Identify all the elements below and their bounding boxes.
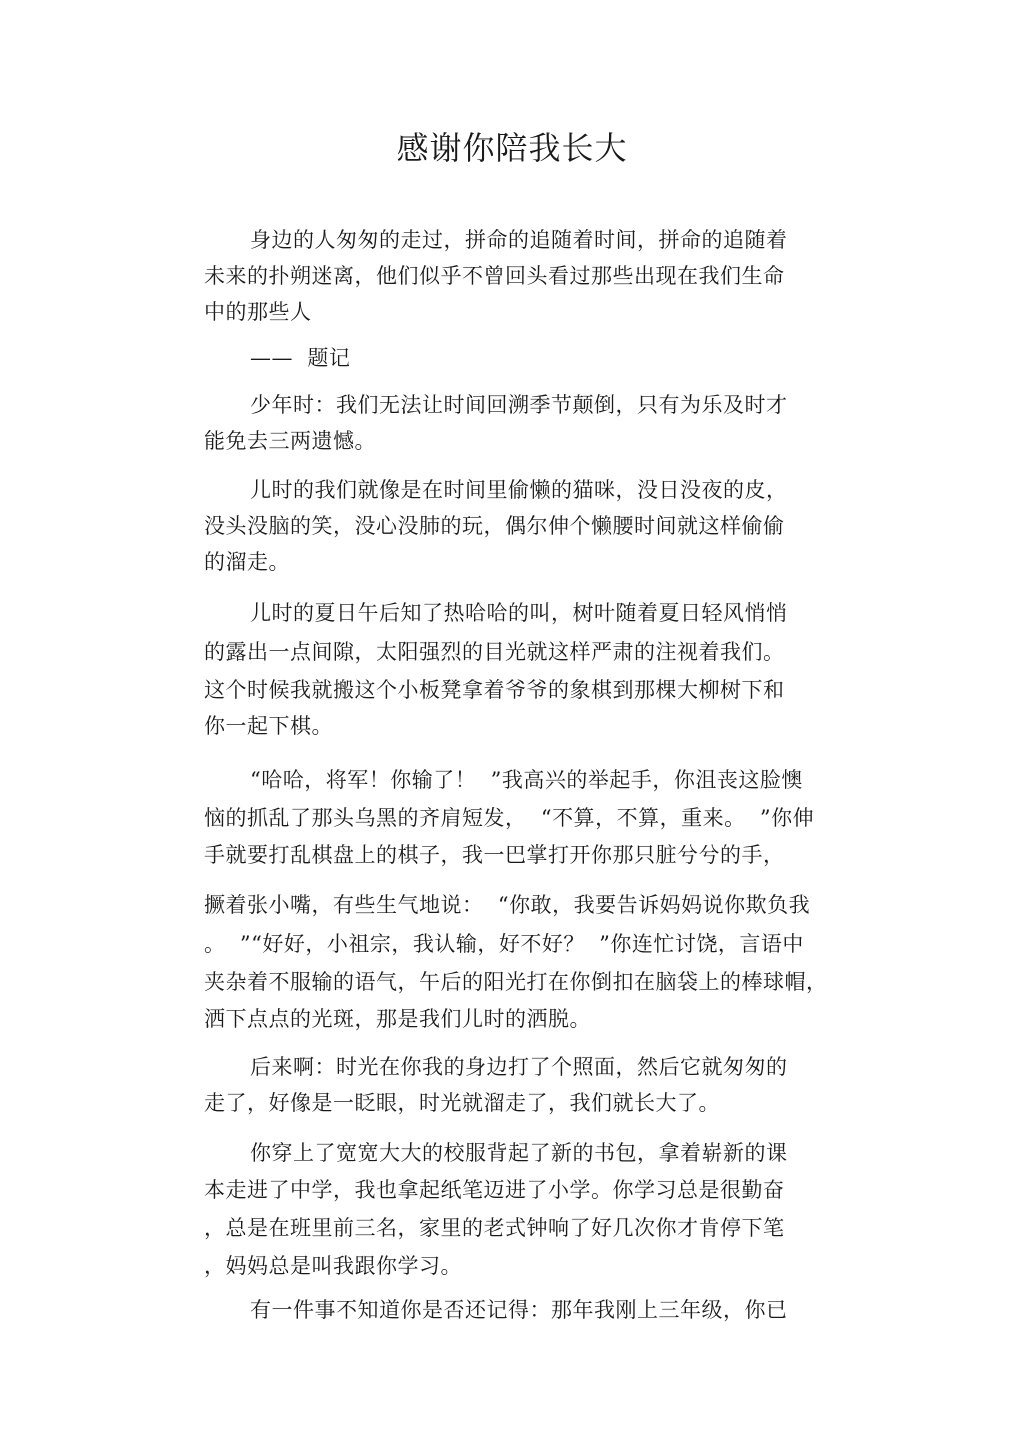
text-line: 夹杂着不服输的语气，午后的阳光打在你倒扣在脑袋上的棒球帽， [204, 970, 828, 994]
text-line: 你一起下棋。 [204, 714, 333, 738]
document-title: 感谢你陪我长大 [396, 129, 628, 167]
text-line: 后来啊：时光在你我的身边打了个照面，然后它就匆匆的 [250, 1055, 788, 1079]
text-line: 撅着张小嘴，有些生气地说： “你敢，我要告诉妈妈说你欺负我 [204, 893, 811, 917]
text-line: 儿时的我们就像是在时间里偷懒的猫咪，没日没夜的皮， [250, 478, 788, 502]
text-line: 有一件事不知道你是否还记得：那年我刚上三年级，你已 [250, 1298, 788, 1322]
text-line: 没头没脑的笑，没心没肺的玩，偶尔伸个懒腰时间就这样偷偷 [204, 514, 785, 538]
text-line: 能免去三两遗憾。 [204, 429, 376, 453]
text-line: 。 ”“好好，小祖宗，我认输，好不好？ ”你连忙讨饶，言语中 [204, 932, 804, 956]
epigraph-attribution: —— 题记 [250, 346, 351, 370]
text-line: 你穿上了宽宽大大的校服背起了新的书包，拿着崭新的课 [250, 1141, 788, 1165]
text-line: 中的那些人 [204, 300, 312, 324]
text-line: ，妈妈总是叫我跟你学习。 [204, 1254, 462, 1278]
text-line: 的露出一点间隙，太阳强烈的目光就这样严肃的注视着我们。 [204, 640, 785, 664]
text-line: 这个时候我就搬这个小板凳拿着爷爷的象棋到那棵大柳树下和 [204, 678, 785, 702]
text-line: 少年时：我们无法让时间回溯季节颠倒，只有为乐及时才 [250, 393, 788, 417]
text-line: 身边的人匆匆的走过，拼命的追随着时间，拼命的追随着 [250, 228, 788, 252]
text-line: 本走进了中学，我也拿起纸笔迈进了小学。你学习总是很勤奋 [204, 1178, 785, 1202]
text-line: 未来的扑朔迷离，他们似乎不曾回头看过那些出现在我们生命 [204, 264, 785, 288]
text-line: 恼的抓乱了那头乌黑的齐肩短发， “不算，不算，重来。 ”你伸 [204, 806, 815, 830]
text-line: 的溜走。 [204, 550, 290, 574]
text-line: 洒下点点的光斑，那是我们儿时的洒脱。 [204, 1007, 591, 1031]
text-line: “哈哈，将军！你输了！ ”我高兴的举起手，你沮丧这脸懊 [250, 768, 803, 792]
text-line: 儿时的夏日午后知了热哈哈的叫，树叶随着夏日轻风悄悄 [250, 601, 788, 625]
text-line: 手就要打乱棋盘上的棋子，我一巴掌打开你那只脏兮兮的手， [204, 843, 785, 867]
text-line: 走了，好像是一眨眼，时光就溜走了，我们就长大了。 [204, 1091, 720, 1115]
text-line: ，总是在班里前三名，家里的老式钟响了好几次你才肯停下笔 [204, 1216, 785, 1240]
